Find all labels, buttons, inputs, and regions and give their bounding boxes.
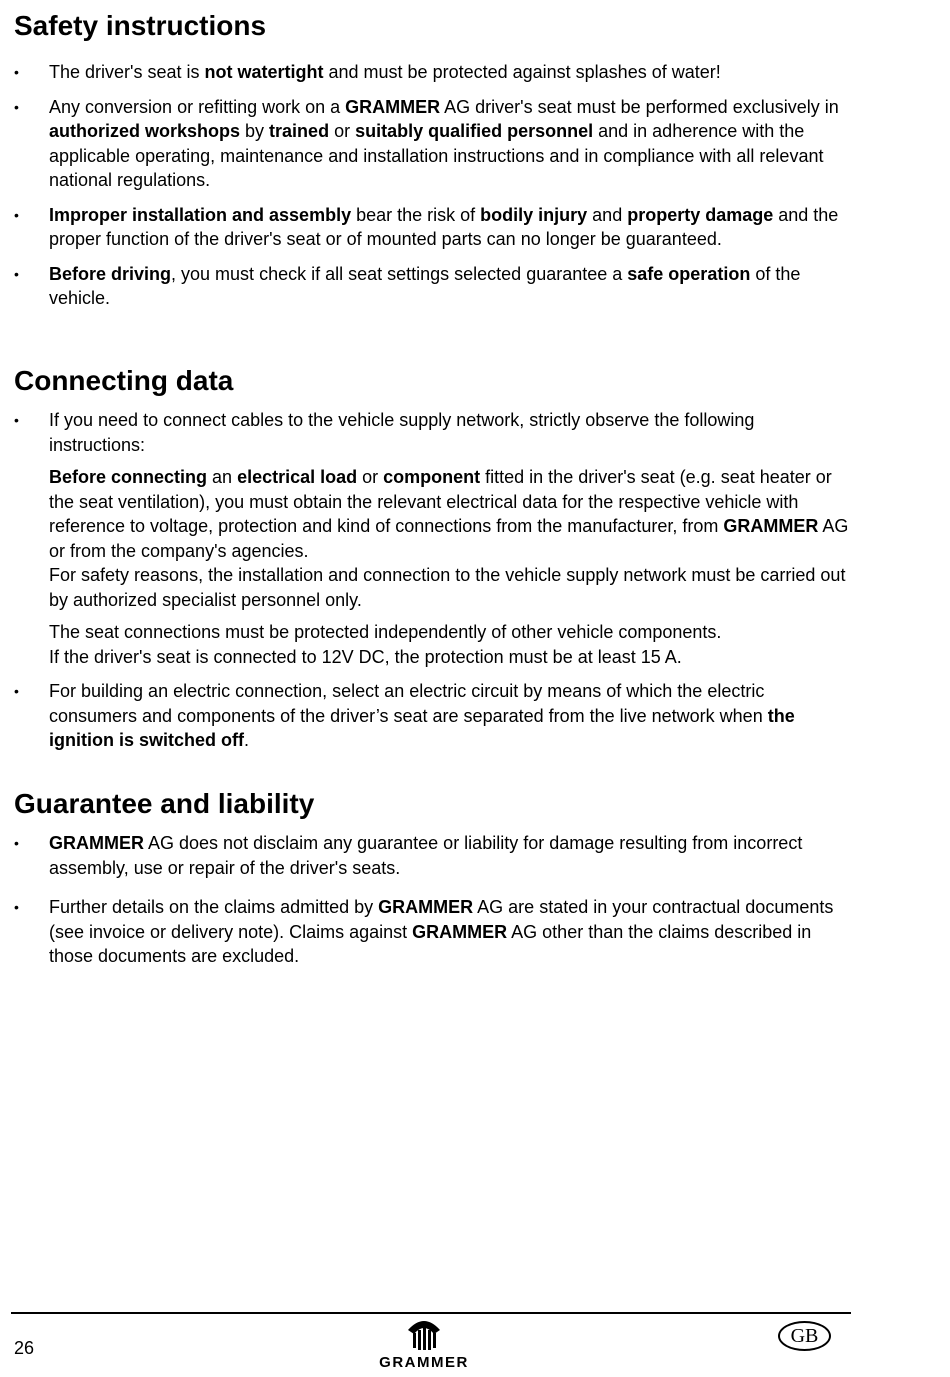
safety-section [14,10,854,311]
country-badge: GB [778,1321,831,1351]
connecting-item-cables [14,408,854,669]
guarantee-section [14,788,854,969]
page-number: 26 [14,1338,35,1358]
safety-heading: Safety instructions [14,10,267,41]
connecting-section [14,365,854,753]
bullet: • [14,899,19,915]
item-subparagraph: The seat connections must be protected independently of other vehicle components. If the driver's seat is connected to 12V DC, the protection must be at least 15 A. [49,622,722,667]
item-text: If you need to connect cables to the vehicle supply network, strictly observe the following instructions: [49,410,755,455]
item-subparagraph: Before connecting an electrical load or component fitted in the driver's seat (e.g. seat heater or the seat ventilation), you must obtain the relevant electrical data for the respective vehicle with reference to voltage, protection and kind of connections from the manufacturer, from GRAMMER AG or from the company's agencies. For safety reasons, the installation and connection to the vehicle supply network must be carried out by authorized specialist personnel only. [49,467,849,610]
guarantee-item-claims [14,895,854,969]
safety-item-watertight [14,60,854,85]
item-text: For building an electric connection, select an electric circuit by means of which the electric consumers and components of the driver’s seat are separated from the live network when the ignition is switched off. [49,681,795,750]
bullet: • [14,206,19,223]
safety-item-installation [14,203,854,252]
guarantee-heading: Guarantee and liability [14,788,315,819]
item-text: GRAMMER AG does not disclaim any guarantee or liability for damage resulting from incorrect assembly, use or repair of the driver's seats. [49,833,803,878]
item-text: Further details on the claims admitted by GRAMMER AG are stated in your contractual documents (see invoice or delivery note). Claims against GRAMMER AG other than the claims described in those documents are excluded. [49,897,834,966]
bullet: • [14,835,19,851]
item-text: The driver's seat is not watertight and must be protected against splashes of water! [49,62,721,82]
bullet: • [14,98,19,115]
grammer-logo-icon [404,1316,444,1352]
item-text: Before driving, you must check if all seat settings selected guarantee a safe operation of the vehicle. [49,263,801,308]
bullet: • [14,64,19,80]
guarantee-item-disclaim [14,831,854,880]
grammer-logo [366,1316,482,1374]
bullet: • [14,265,19,282]
safety-item-conversion [14,95,854,193]
item-text: Improper installation and assembly bear the risk of bodily injury and property damage and the proper function of the driver's seat or of mounted parts can no longer be guaranteed. [49,204,839,249]
connecting-heading: Connecting data [14,365,234,396]
safety-item-driving [14,262,854,311]
item-text: Any conversion or refitting work on a GRAMMER AG driver's seat must be performed exclusively in authorized workshops by trained or suitably qualified personnel and in adherence with the applicable operating, maintenance and installation instructions and in compliance with all relevant national regulations. [49,96,839,190]
connecting-item-circuit [14,679,854,753]
grammer-logo-text: GRAMMER [379,1354,469,1371]
bullet: • [14,412,19,428]
bullet: • [14,683,19,699]
footer-rule [11,1312,851,1314]
